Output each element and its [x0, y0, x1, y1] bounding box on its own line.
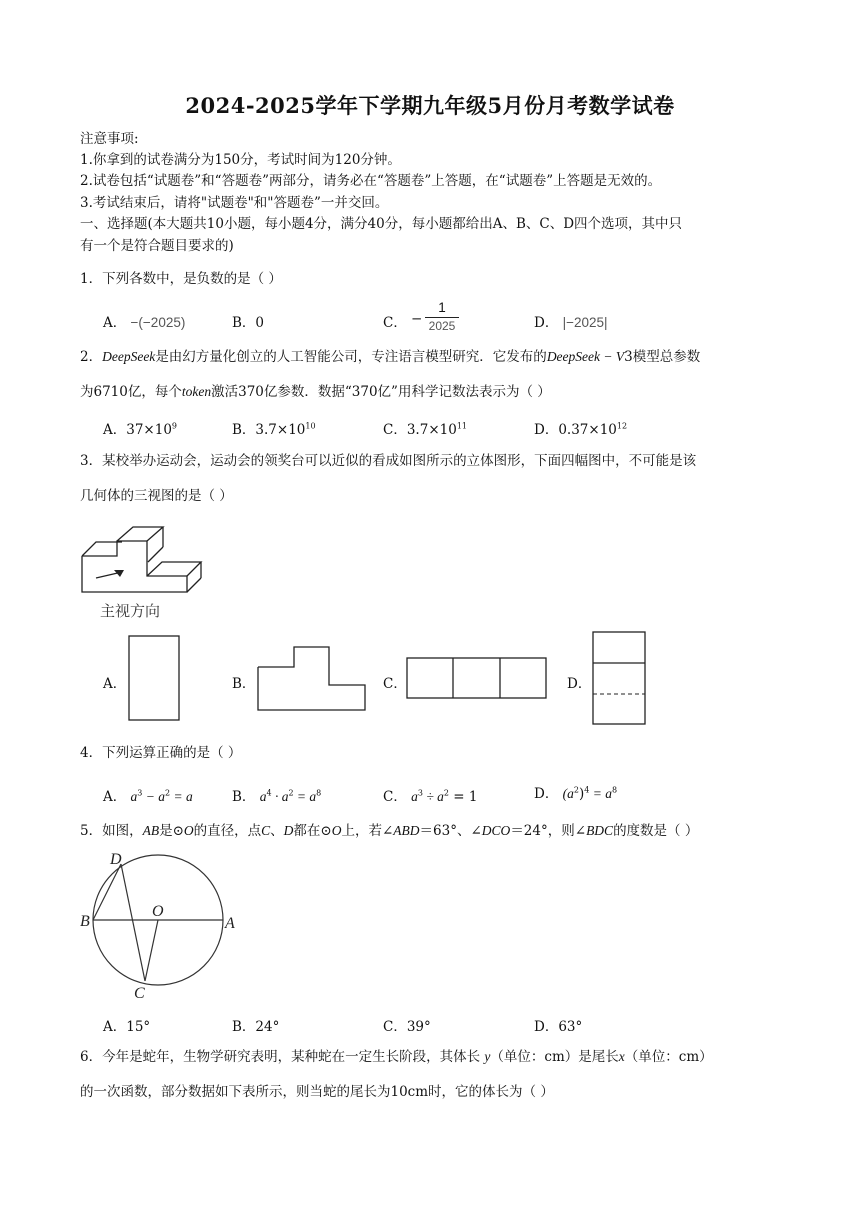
option-label: B． [232, 1019, 256, 1035]
q5-text: 都在⊙ [293, 823, 332, 839]
q3-b-shape [258, 647, 365, 710]
notice-item-1: 1.你拿到的试卷满分为150分，考试时间为120分钟。 [80, 152, 401, 168]
expr-part: a [411, 789, 418, 804]
q2-d-base: 0.37×10 [558, 422, 617, 438]
q5-var: O [331, 823, 342, 838]
section-heading-line-1: 一、选择题(本大题共10小题，每小题4分，满分40分，每小题都给出A、B、C、D四个选项，其中只 [80, 216, 683, 232]
expr-part: a [130, 789, 138, 804]
option-label: D． [534, 1019, 559, 1035]
q3-line-1: 3．某校举办运动会，运动会的领奖台可以近似的看成如图所示的立体图形，下面四幅图中，不可能是该 [80, 453, 697, 469]
expr-part: = a [170, 789, 193, 804]
q5-var: ABD [393, 823, 420, 838]
q3-option-a-label[interactable]: A． [103, 676, 127, 692]
q1-c-sign: − [411, 311, 423, 327]
podium-top-middle [117, 527, 163, 541]
q5-text: 的直径，点 [193, 823, 262, 839]
q2-line2-end: 激活370亿参数．数据“370亿”用科学记数法表示为（ ） [211, 384, 551, 400]
q3-podium-figure [78, 510, 208, 625]
q5-text: 上，若∠ [341, 823, 394, 839]
radius-oc [145, 920, 158, 981]
expr-part: · a [271, 789, 289, 804]
q6-text: 6．今年是蛇年，生物学研究表明，某种蛇在一定生长阶段，其体长 [80, 1049, 485, 1065]
expr-part: = 1 [449, 789, 478, 805]
q2-number: 2． [80, 349, 103, 365]
q5-option-a[interactable] [103, 1015, 150, 1035]
expr-exp: 4 [584, 785, 590, 795]
expr-exp: 2 [165, 788, 171, 798]
q2-line-1 [80, 348, 700, 366]
option-label: C． [383, 422, 407, 438]
q4-option-a[interactable] [103, 785, 193, 805]
q3-option-b-figure [256, 645, 368, 713]
q1-stem: 1．下列各数中，是负数的是（ ） [80, 271, 282, 287]
option-label: C． [383, 789, 407, 805]
option-label: B． [232, 789, 256, 805]
q2-c-base: 3.7×10 [406, 422, 457, 438]
q4-option-c[interactable] [383, 785, 477, 805]
q3-d-rect [593, 632, 645, 724]
q2-v3-number: 3 [624, 349, 633, 365]
q5-var: AB [142, 823, 160, 838]
expr-exp: 8 [316, 788, 322, 798]
q2-text-end: 模型总参数 [632, 349, 701, 365]
q2-line2-start: 为6710亿，每个 [80, 384, 182, 400]
option-label: A． [103, 422, 127, 438]
section-heading-line-2: 有一个是符合题目要求的) [80, 238, 234, 254]
chord-dc [121, 864, 145, 981]
q1-b-text: 0 [255, 315, 265, 331]
q2-a-base: 37×10 [126, 422, 172, 438]
q1-option-d[interactable] [534, 311, 608, 331]
q5-text: ＝24°，则∠ [510, 823, 587, 839]
q2-option-c[interactable] [383, 418, 467, 438]
q5-text: 、 [270, 823, 284, 839]
q2-b-exp: 10 [305, 421, 316, 431]
q5-c-text: 39° [406, 1019, 431, 1035]
q1-a-expr: −(−2025) [130, 315, 186, 330]
q3-option-b-label[interactable]: B． [232, 676, 256, 692]
expr-part: (a [562, 786, 574, 801]
q5-text: 5．如图， [80, 823, 143, 839]
q3-option-c-figure [406, 657, 549, 701]
expr-exp: 4 [266, 788, 272, 798]
q3-c-rect [407, 658, 546, 698]
q4-option-b[interactable] [232, 785, 321, 805]
q5-var: BDC [586, 823, 614, 838]
q2-b-base: 3.7×10 [255, 422, 306, 438]
q2-option-a[interactable] [103, 418, 177, 438]
q6-var-x: x [618, 1049, 625, 1064]
q2-deepseek-v3: DeepSeek − V [546, 349, 625, 364]
expr-part: = a [293, 789, 317, 804]
q5-d-text: 63° [558, 1019, 583, 1035]
podium-front [82, 541, 187, 592]
q5-b-text: 24° [255, 1019, 280, 1035]
podium-bottom-edge [187, 578, 201, 592]
q5-option-d[interactable] [534, 1015, 582, 1035]
q2-deepseek: DeepSeek [102, 349, 156, 364]
q6-text: （单位：cm）是尾长 [490, 1049, 619, 1065]
q5-var: DCO [481, 823, 511, 838]
podium-top-left [82, 542, 122, 556]
q2-line-2 [80, 383, 551, 401]
q5-stem [80, 822, 698, 840]
option-label: B． [232, 315, 256, 331]
q1-d-expr: |−2025| [562, 315, 608, 330]
page-title: 2024-2025学年下学期九年级5月份月考数学试卷 [185, 93, 675, 118]
q2-a-exp: 9 [171, 421, 178, 431]
notice-item-3: 3.考试结束后，请将"试题卷"和"答题卷”一并交回。 [80, 195, 389, 211]
q5-var: C [261, 823, 271, 838]
q5-a-text: 15° [126, 1019, 151, 1035]
expr-exp: 2 [443, 788, 449, 798]
label-c: C [134, 985, 145, 1002]
q1-option-b[interactable] [232, 311, 264, 331]
expr-part: ÷ a [422, 789, 444, 804]
q5-text: 的度数是（ ） [613, 823, 699, 839]
q2-option-d[interactable] [534, 418, 627, 438]
label-o: O [152, 903, 164, 920]
q2-d-exp: 12 [616, 421, 628, 431]
option-label: D． [534, 422, 559, 438]
option-label: A． [103, 789, 127, 805]
q4-option-d[interactable] [534, 782, 617, 802]
podium-inner-edge [148, 547, 163, 562]
q5-option-b[interactable] [232, 1015, 279, 1035]
q5-circle-figure [78, 848, 240, 1003]
expr-part: a [259, 789, 267, 804]
q5-option-c[interactable] [383, 1015, 431, 1035]
q4-stem: 4．下列运算正确的是（ ） [80, 745, 242, 761]
chord-bd [93, 864, 121, 920]
q3-option-c-label[interactable]: C． [383, 676, 407, 692]
podium-top-right [147, 562, 201, 576]
q1-c-denominator: 2025 [428, 319, 456, 333]
q3-option-d-figure [592, 631, 648, 727]
q3-caption: 主视方向 [100, 604, 161, 620]
expr-exp: 3 [417, 788, 423, 798]
q6-var-y: y [484, 1049, 491, 1064]
q2-c-exp: 11 [456, 421, 467, 431]
expr-exp: 8 [611, 785, 618, 795]
q3-option-a-figure [128, 635, 182, 723]
q3-option-d-label[interactable]: D． [567, 676, 592, 692]
option-label: D． [534, 315, 559, 331]
expr-part: = a [589, 786, 612, 801]
q6-line-2: 的一次函数，部分数据如下表所示，则当蛇的尾长为10cm时，它的体长为（ ） [80, 1084, 554, 1100]
expr-part: − a [142, 789, 166, 804]
notice-heading: 注意事项: [80, 131, 139, 147]
q6-text: （单位：cm） [624, 1049, 713, 1065]
q2-option-b[interactable] [232, 418, 316, 438]
q5-text: 是⊙ [159, 823, 184, 839]
notice-item-2: 2.试卷包括“试题卷”和“答题卷”两部分，请务必在“答题卷”上答题，在“试题卷”上答题是无效的。 [80, 173, 662, 189]
q5-text: ＝63°、∠ [419, 823, 482, 839]
q2-text: 是由幻方量化创立的人工智能公司，专注语言模型研究．它发布的 [155, 349, 547, 365]
q2-token: token [181, 384, 212, 399]
q6-line-1 [80, 1048, 713, 1066]
q3-a-rect [129, 636, 179, 720]
label-a: A [225, 915, 235, 932]
option-label: C． [383, 315, 407, 331]
q1-c-numerator: 1 [438, 300, 446, 315]
q1-option-a[interactable] [103, 311, 185, 331]
expr-part: ) [578, 786, 585, 802]
q3-line-2: 几何体的三视图的是（ ） [80, 488, 233, 504]
q5-var: D [283, 823, 294, 838]
option-label: D． [534, 786, 559, 802]
label-b: B [80, 913, 90, 930]
expr-exp: 2 [288, 788, 294, 798]
option-label: B． [232, 422, 256, 438]
expr-exp: 3 [137, 788, 143, 798]
label-d: D [110, 851, 122, 868]
option-label: C． [383, 1019, 407, 1035]
expr-exp: 2 [573, 785, 579, 795]
option-label: A． [103, 1019, 127, 1035]
q5-var: O [183, 823, 194, 838]
option-label: A． [103, 315, 127, 331]
